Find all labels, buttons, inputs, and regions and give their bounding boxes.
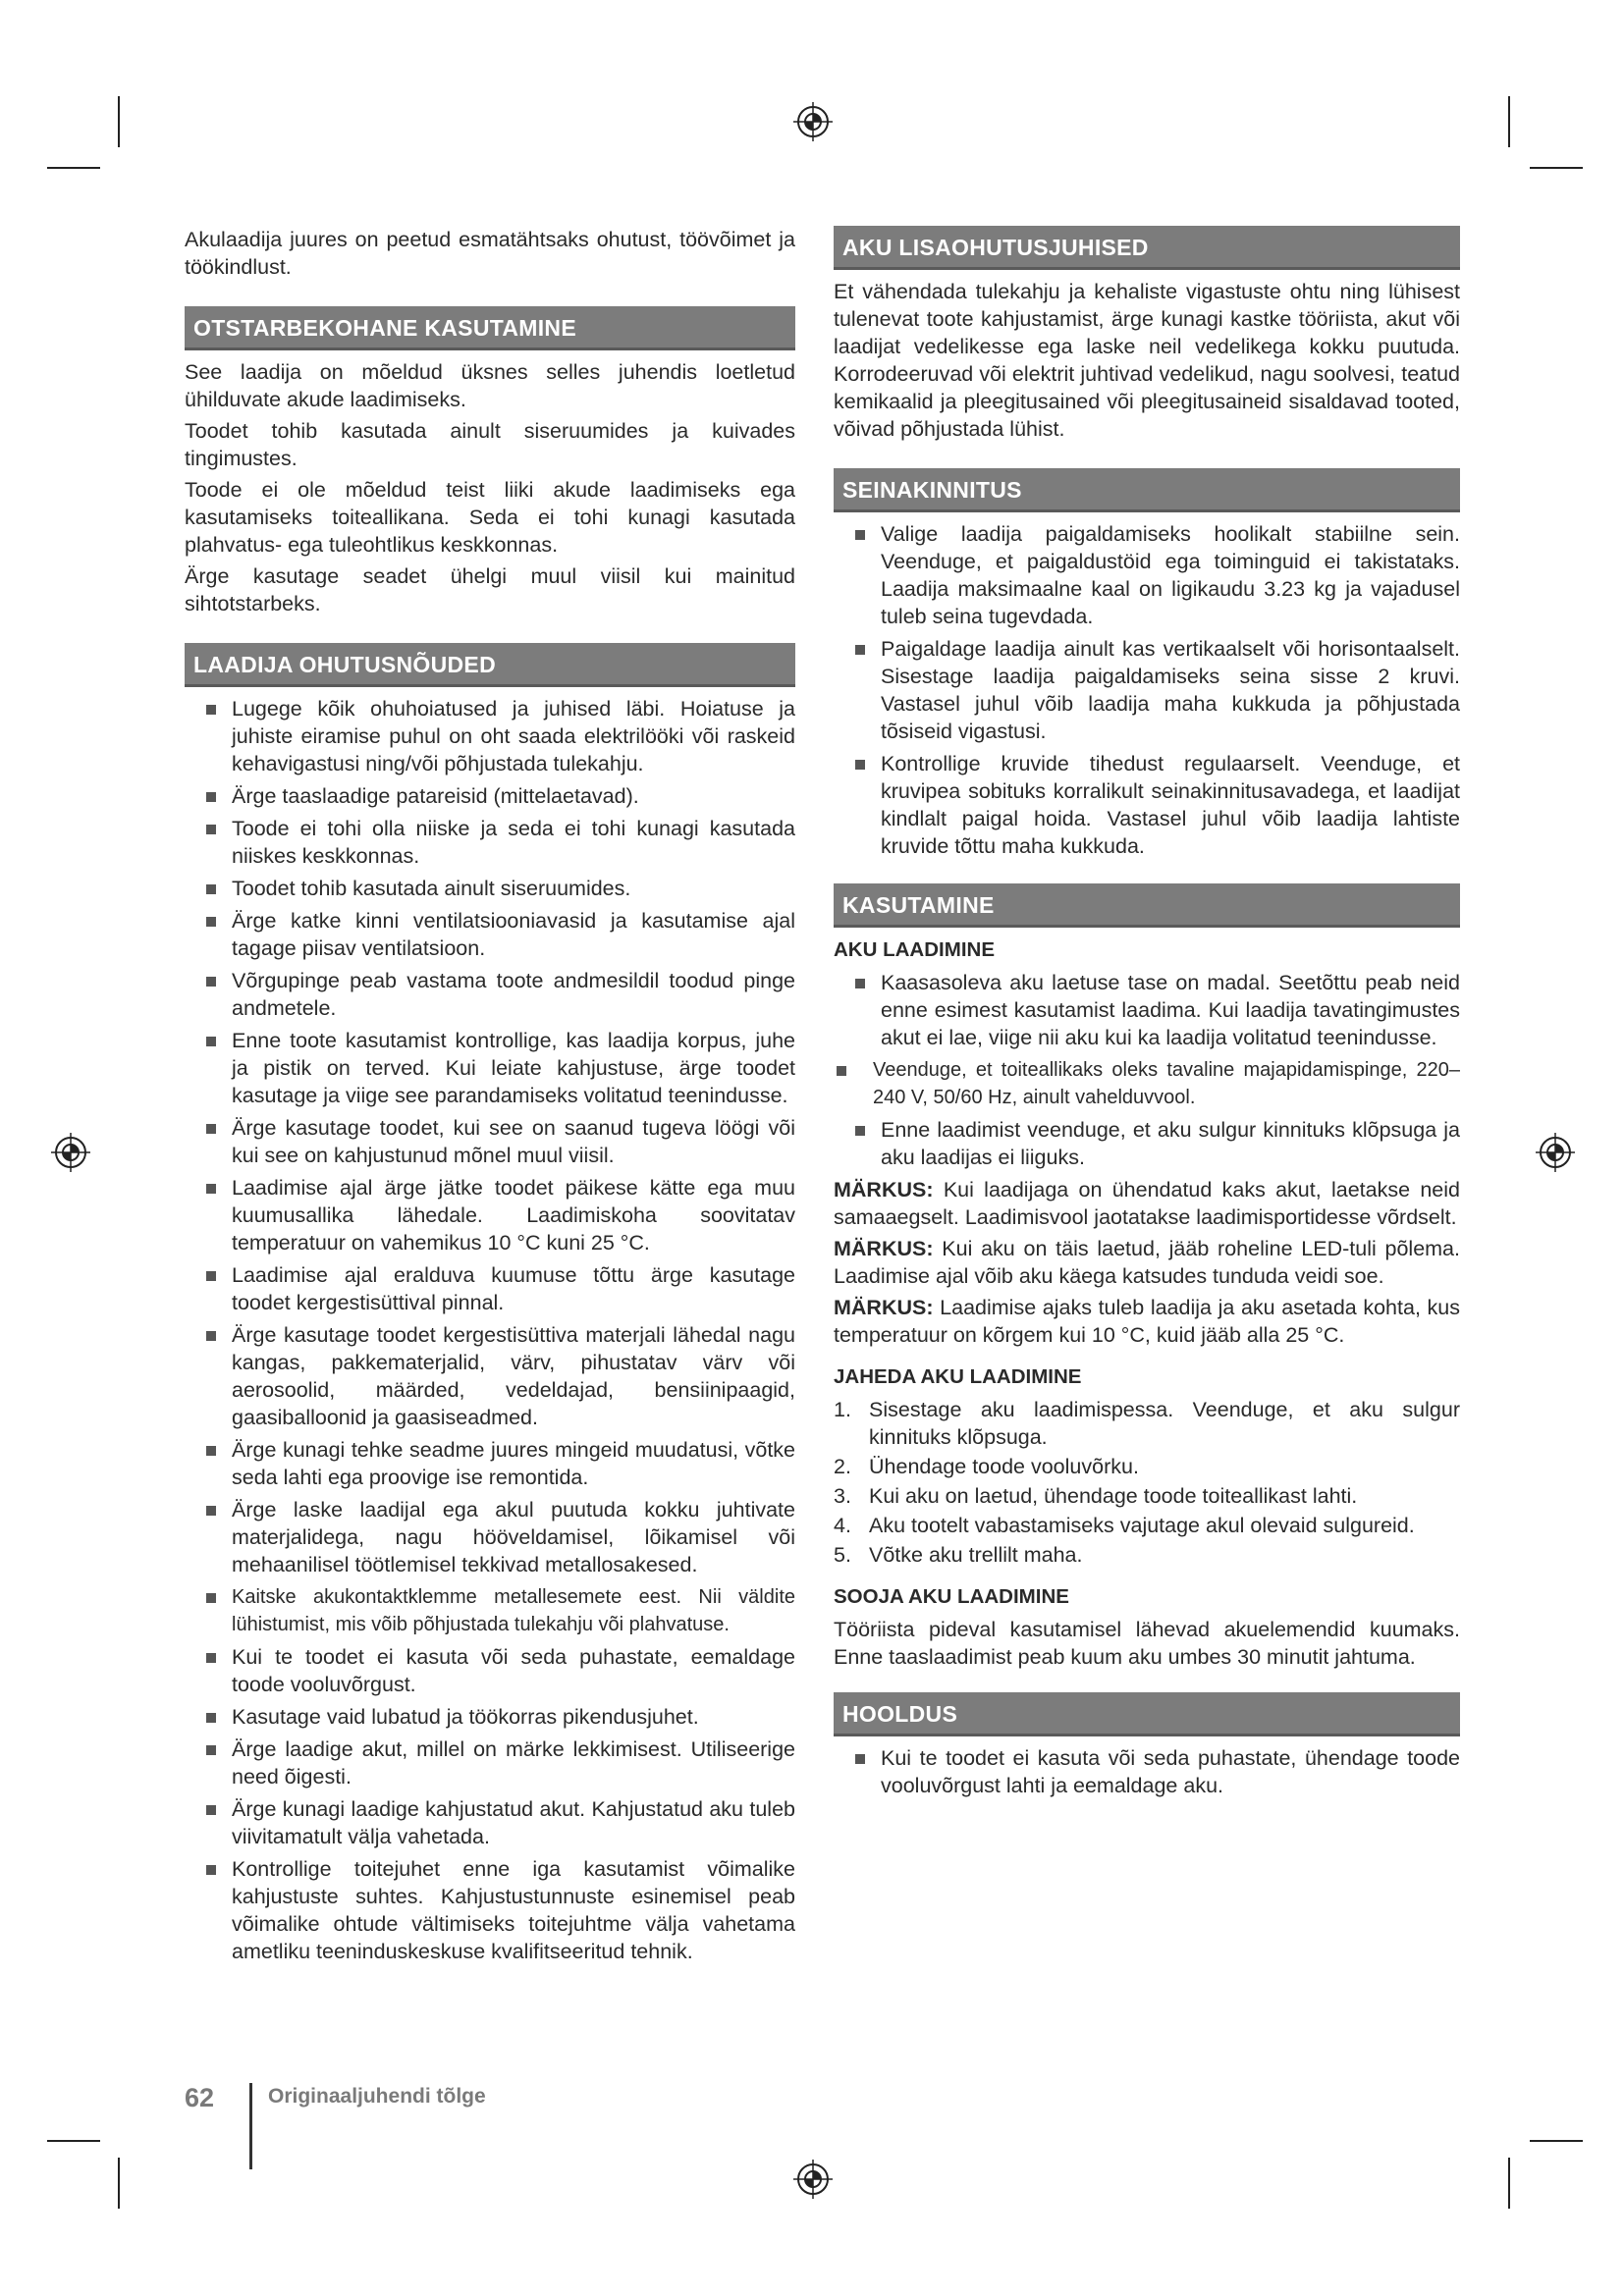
intro-text: Akulaadija juures on peetud esmatähtsaks ohutust, töövõimet ja töökindlust.: [185, 228, 795, 279]
note-label: MÄRKUS:: [834, 1237, 934, 1260]
list-item: Ärge katke kinni ventilatsiooniavasid ja kasutamise ajal tagage piisav ventilatsioon.: [185, 907, 795, 962]
paragraph: Ärge kasutage seadet ühelgi muul viisil kui mainitud sihtotstarbeks.: [185, 564, 795, 615]
left-column: [185, 226, 795, 1970]
list-item: Toodet tohib kasutada ainult siseruumides.: [185, 875, 795, 902]
paragraph: Toode ei ole mõeldud teist liiki akude laadimiseks ega kasutamiseks toiteallikana. Seda ei tohi kunagi kasutada plahvatus- ega tuleohtlikus keskkonnas.: [185, 478, 795, 557]
page-number: 62: [185, 2083, 215, 2112]
list-item: Kui te toodet ei kasuta või seda puhastate, eemaldage toode vooluvõrgust.: [185, 1643, 795, 1698]
list-item: Valige laadija paigaldamiseks hoolikalt stabiilne sein. Veenduge, et paigaldustöid ega toiminguid ei takistataks. Laadija maksimaalne kaal on ligikaudu 3.23 kg ja vajadusel tuleb seina tugevdada.: [834, 520, 1460, 630]
step-number: 5.: [834, 1543, 851, 1567]
list-item: Kontrollige toitejuhet enne iga kasutamist võimalike kahjustuste suhtes. Kahjustustunnuste esinemisel peab võimalike ohtude vältimiseks toitejuhtme välja vahetama ametliku teeninduskeskuse kvalifitseeritud tehnik.: [185, 1855, 795, 1965]
note-text: Kui aku on täis laetud, jääb roheline LED-tuli põlema. Laadimise ajal võib aku käega katsudes tunduda veidi soe.: [834, 1237, 1460, 1288]
crop-mark: [1508, 2158, 1510, 2209]
list-item: Ärge kunagi laadige kahjustatud akut. Kahjustatud aku tuleb viivitamatult välja vahetada.: [185, 1795, 795, 1850]
note: [834, 1235, 1460, 1290]
step-item: [834, 1512, 1460, 1539]
step-number: 2.: [834, 1455, 851, 1478]
step-item: [834, 1396, 1460, 1451]
wall-mount-list: [834, 520, 1460, 860]
crop-mark: [118, 2158, 120, 2209]
list-item: Lugege kõik ohuhoiatused ja juhised läbi. Hoiatuse ja juhiste eiramise puhul on oht saada elektrilööki või raskeid kehavigastusi ning/või põhjustada tulekahju.: [185, 695, 795, 777]
list-item: Laadimise ajal ärge jätke toodet päikese kätte ega muu kuumusallika lähedale. Laadimiskoha soovitatav temperatuur on vahemikus 10 °C kuni 25 °C.: [185, 1174, 795, 1256]
list-item: Veenduge, et toiteallikaks oleks tavaline majapidamispinge, 220–240 V, 50/60 Hz, ainult vahelduvvool.: [834, 1056, 1460, 1111]
step-number: 4.: [834, 1514, 851, 1537]
step-text: Ühendage toode vooluvõrku.: [869, 1455, 1139, 1478]
list-item: Kontrollige kruvide tihedust regulaarselt. Veenduge, et kruvipea sobituks korralikult seinakinnitusavadega, et laadijat kindlalt paigal hoida. Vastasel juhul võib laadija lahtiste kruvide tõttu maha kukkuda.: [834, 750, 1460, 860]
section-header-battery-safety: AKU LISAOHUTUSJUHISED: [834, 226, 1460, 270]
section-header-maintenance: HOOLDUS: [834, 1692, 1460, 1736]
list-item: Ärge kunagi tehke seadme juures mingeid muudatusi, võtke seda lahti ega proovige ise remontida.: [185, 1436, 795, 1491]
list-item: Ärge taaslaadige patareisid (mittelaetavad).: [185, 782, 795, 810]
paragraph: Tööriista pideval kasutamisel lähevad akuelemendid kuumaks. Enne taaslaadimist peab kuum aku umbes 30 minutit jahtuma.: [834, 1618, 1460, 1669]
note-label: MÄRKUS:: [834, 1296, 934, 1319]
section-header-usage: KASUTAMINE: [834, 883, 1460, 928]
step-text: Võtke aku trellilt maha.: [869, 1543, 1083, 1567]
note-text: Kui laadijaga on ühendatud kaks akut, laetakse neid samaaegselt. Laadimisvool jaotatakse laadimisportidesse võrdselt.: [834, 1178, 1460, 1229]
footer-divider: [249, 2083, 252, 2169]
paragraph: Toodet tohib kasutada ainult siseruumides ja kuivades tingimustes.: [185, 419, 795, 470]
list-item: Ärge kasutage toodet, kui see on saanud tugeva löögi või kui see on kahjustunud mõnel muul viisil.: [185, 1114, 795, 1169]
list-item: Võrgupinge peab vastama toote andmesildil toodud pinge andmetele.: [185, 967, 795, 1022]
charging-list: [834, 969, 1460, 1171]
crop-mark: [47, 2140, 100, 2142]
paragraph: Et vähendada tulekahju ja kehaliste vigastuste ohtu ning lühisest tulenevat toote kahjustamist, ärge kunagi kastke tööriista, akut või laadijat vedelikesse ega laske neil vedelikega kokku puutuda. Korrodeeruvad või elektrit juhtivad vedelikud, nagu soolvesi, teatud kemikaalid ja pleegitusained või pleegitusaineid sisaldavad tooted, võivad põhjustada lühist.: [834, 280, 1460, 441]
registration-mark-icon: [1534, 1131, 1577, 1174]
list-item: Enne toote kasutamist kontrollige, kas laadija korpus, juhe ja pistik on terved. Kui leiate kahjustuse, ärge toodet kasutage ja viige see parandamiseks volitatud teenindusse.: [185, 1027, 795, 1109]
step-text: Sisestage aku laadimispessa. Veenduge, et aku sulgur kinnituks klõpsuga.: [869, 1398, 1460, 1449]
note-text: Laadimise ajaks tuleb laadija ja aku asetada kohta, kus temperatuur on kõrgem kui 10 °C, kuid jääb alla 25 °C.: [834, 1296, 1460, 1347]
list-item: Kasutage vaid lubatud ja töökorras pikendusjuhet.: [185, 1703, 795, 1731]
footer-label: Originaaljuhendi tõlge: [268, 2085, 486, 2108]
section-header-wall-mount: SEINAKINNITUS: [834, 468, 1460, 512]
registration-mark-icon: [791, 2158, 835, 2201]
list-item: Ärge kasutage toodet kergestisüttiva materjali lähedal nagu kangas, pakkematerjalid, värv, pihustatav värv või aerosoolid, määrded, vedeldajad, bensiinipaagid, gaasiballoonid ja gaasiseadmed.: [185, 1321, 795, 1431]
crop-mark: [47, 167, 100, 169]
paragraph: See laadija on mõeldud üksnes selles juhendis loetletud ühilduvate akude laadimiseks.: [185, 360, 795, 411]
crop-mark: [1508, 96, 1510, 147]
note: [834, 1294, 1460, 1349]
crop-mark: [1530, 2140, 1583, 2142]
step-number: 1.: [834, 1398, 851, 1421]
list-item: Kaitske akukontaktklemme metallesemete eest. Nii väldite lühistumist, mis võib põhjustada tulekahju või plahvatuse.: [185, 1583, 795, 1638]
subheading-charging: AKU LAADIMINE: [834, 938, 995, 961]
step-number: 3.: [834, 1484, 851, 1508]
list-item: Kaasasoleva aku laetuse tase on madal. Seetõttu peab neid enne esimest kasutamist laadima. Kui laadija tavatingimustes akut ei lae, viige nii aku kui ka laadija volitatud teenindusse.: [834, 969, 1460, 1051]
step-item: [834, 1541, 1460, 1569]
step-item: [834, 1453, 1460, 1480]
cold-charging-steps: [834, 1396, 1460, 1569]
list-item: Paigaldage laadija ainult kas vertikaalselt või horisontaalselt. Sisestage laadija paigaldamiseks seina sisse 2 kruvi. Vastasel juhul võib laadija maha kukkuda ja põhjustada tõsiseid vigastusi.: [834, 635, 1460, 745]
list-item: Ärge laske laadijal ega akul puutuda kokku juhtivate materjalidega, nagu hööveldamisel, lõikamisel või mehaanilisel töötlemisel tekkivad metallosakesed.: [185, 1496, 795, 1578]
section-header-charger-safety: LAADIJA OHUTUSNÕUDED: [185, 643, 795, 687]
list-item: Ärge laadige akut, millel on märke lekkimisest. Utiliseerige need õigesti.: [185, 1735, 795, 1790]
step-text: Kui aku on laetud, ühendage toode toiteallikast lahti.: [869, 1484, 1358, 1508]
crop-mark: [1530, 167, 1583, 169]
list-item: Kui te toodet ei kasuta või seda puhastate, ühendage toode vooluvõrgust lahti ja eemaldage aku.: [834, 1744, 1460, 1799]
charger-safety-list: [185, 695, 795, 1965]
list-item: Toode ei tohi olla niiske ja seda ei tohi kunagi kasutada niiskes keskkonnas.: [185, 815, 795, 870]
list-item: Enne laadimist veenduge, et aku sulgur kinnituks klõpsuga ja aku laadijas ei liiguks.: [834, 1116, 1460, 1171]
crop-mark: [118, 96, 120, 147]
note-label: MÄRKUS:: [834, 1178, 934, 1201]
right-column: [834, 226, 1460, 1804]
note: [834, 1176, 1460, 1231]
registration-mark-icon: [49, 1131, 92, 1174]
section-header-intended-use: OTSTARBEKOHANE KASUTAMINE: [185, 306, 795, 350]
registration-mark-icon: [791, 100, 835, 143]
maintenance-list: [834, 1744, 1460, 1799]
step-text: Aku tootelt vabastamiseks vajutage akul olevaid sulgureid.: [869, 1514, 1415, 1537]
step-item: [834, 1482, 1460, 1510]
list-item: Laadimise ajal eralduva kuumuse tõttu ärge kasutage toodet kergestisüttival pinnal.: [185, 1261, 795, 1316]
subheading-warm-charging: SOOJA AKU LAADIMINE: [834, 1585, 1069, 1608]
subheading-cold-charging: JAHEDA AKU LAADIMINE: [834, 1365, 1082, 1388]
